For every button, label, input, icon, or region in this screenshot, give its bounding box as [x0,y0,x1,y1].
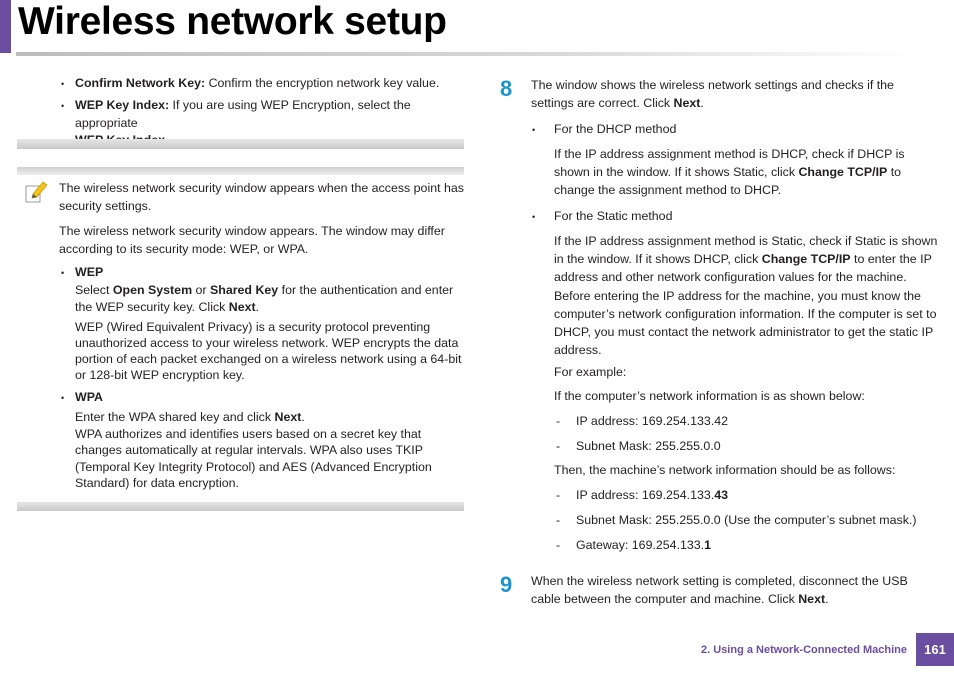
step-8-body: The window shows the wireless network settings and checks if the settings are correct. Click [531,78,894,110]
page-number: 161 [916,633,954,666]
machine-gateway [576,537,711,555]
open-system-label: Open System [112,282,193,297]
note-pencil-icon [24,180,48,204]
example-label: For example: [554,365,627,379]
bullet-icon: • [532,125,536,135]
machine-subnet: Subnet Mask: 255.255.0.0 (Use the computer’s subnet mask.) [576,513,917,527]
change-tcpip-label: Change TCP/IP [798,165,888,179]
bullet-icon: • [61,101,65,111]
dash-marker: - [556,513,561,527]
machine-info-line: Then, the machine’s network information should be as follows: [554,463,896,477]
step-9-body: . [825,592,829,606]
wep-text: for the authentication and enter the WEP security key. Click [75,282,454,314]
static-text: If the IP address assignment method is Static, check if Static is shown in the window. If it shows DHCP, click [554,234,938,267]
note-paragraph: The wireless network security window appears. The window may differ according to its security mode: WEP, or WPA. [59,224,445,256]
dhcp-text: If the IP address assignment method is DHCP, check if DHCP is shown in the window. If it shows Static, click [554,147,905,179]
wpa-instruction [75,409,467,427]
note-divider-top [17,139,464,149]
dhcp-heading: For the DHCP method [554,122,677,136]
note-divider-header [17,167,464,175]
step-8-text [531,76,926,112]
wep-description: WEP (Wired Equivalent Privacy) is a security protocol preventing unauthorized access to your wireless network. WEP encrypts the data portion of each packet exchanged on a wireless network using a 64-bit or 128-bit WEP encryption key. [75,319,462,383]
machine-ip-text: IP address: 169.254.133. [576,488,715,502]
wep-heading: WEP [75,265,104,279]
gateway-text: Gateway: 169.254.133. [576,538,705,552]
static-text: to enter the IP address and other network configuration values for the machine. Before entering the IP address for the machine, you must know the computer’s network configuration information. If the computer is set to DHCP, you must contact the network administrator to get the static IP address. [554,252,937,358]
shared-key-label: Shared Key [210,282,279,297]
machine-ip [576,487,728,505]
next-label: Next [274,409,302,424]
bullet-icon: • [61,268,65,278]
wep-text: . [255,300,260,314]
bullet-icon: • [61,393,65,403]
bullet-icon: • [532,212,536,222]
step-9-body: When the wireless network setting is completed, disconnect the USB cable between the computer and machine. Click [531,574,908,606]
computer-ip: IP address: 169.254.133.42 [576,414,729,428]
gateway-suffix: 1 [704,538,712,552]
computer-info-line: If the computer’s network information is as shown below: [554,389,865,403]
dash-marker: - [556,488,561,502]
footer-chapter: 2. Using a Network-Connected Machine [701,644,907,656]
confirm-key-label: Confirm Network Key: [75,76,206,90]
note-intro: The wireless network security window appears when the access point has security settings. [59,181,464,213]
dash-marker: - [556,538,561,552]
change-tcpip-label: Change TCP/IP [761,252,851,267]
confirm-key-text: Confirm the encryption network key value. [205,76,440,90]
wpa-text: Enter the WPA shared key and click [75,409,275,424]
step-8-body: . [700,96,704,110]
step-8-number: 8 [500,76,513,101]
wpa-section [75,389,467,491]
dhcp-description [554,145,938,199]
computer-subnet: Subnet Mask: 255.255.0.0 [576,439,721,453]
wep-text: Select [75,282,113,297]
next-label: Next [798,592,826,606]
title-rule [16,52,916,56]
dash-marker: - [556,414,561,428]
wep-key-index-text: If you are using WEP Encryption, select the appropriate [75,98,411,130]
step-9-number: 9 [500,572,513,597]
wep-section [75,264,467,384]
wpa-heading: WPA [75,390,103,404]
page-title: Wireless network setup [18,0,447,43]
next-label: Next [228,300,256,314]
bullet-icon: • [61,79,65,89]
confirm-key-item [75,75,465,93]
step-9-text [531,572,926,608]
static-description [554,232,938,359]
dash-marker: - [556,439,561,453]
machine-ip-suffix: 43 [714,488,729,502]
dhcp-text: to change the assignment method to DHCP. [554,165,902,197]
wpa-text: . [301,409,305,424]
wep-text: or [192,282,210,297]
wep-key-index-label: WEP Key Index: [75,98,170,112]
note-divider-bottom [17,502,464,511]
next-label: Next [673,96,701,110]
title-accent-bar [0,0,11,53]
static-heading: For the Static method [554,209,673,223]
wpa-description: WPA authorizes and identifies users based on a secret key that changes automatically at regular intervals. WPA also uses TKIP (Temporal Key Integrity Protocol) and AES (Advanced Encryption Standard) for data encryption. [75,427,432,490]
